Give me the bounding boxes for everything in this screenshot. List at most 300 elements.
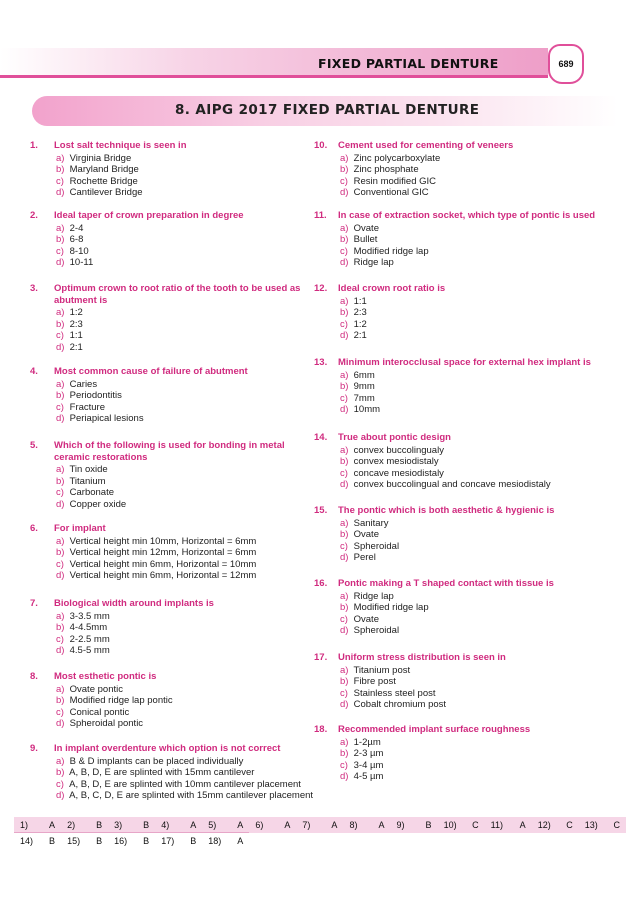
option-item xyxy=(340,665,410,677)
option-item xyxy=(56,342,83,354)
option-item xyxy=(56,767,254,779)
option-item xyxy=(56,187,143,199)
question-number: 11. xyxy=(314,210,327,221)
option-item xyxy=(56,307,83,319)
option-text: 4-4.5mm xyxy=(67,622,108,633)
answer-cell xyxy=(532,817,579,833)
option-letter: a) xyxy=(340,295,349,307)
answer-cell xyxy=(296,833,343,849)
option-text: 3-3.5 mm xyxy=(67,610,110,622)
option-letter: c) xyxy=(56,778,64,790)
option-text: A, B, D, E are splinted with 15mm cantilever xyxy=(67,767,255,778)
question-text: Optimum crown to root ratio of the tooth to be used as xyxy=(54,283,301,294)
option-letter: c) xyxy=(56,487,64,498)
option-text: Virginia Bridge xyxy=(67,152,132,164)
option-letter: a) xyxy=(56,535,65,547)
answer-number: 5) xyxy=(208,819,217,830)
answer-letter: B xyxy=(143,835,150,846)
option-letter: a) xyxy=(340,664,349,676)
option-letter: a) xyxy=(56,152,65,164)
tooth-icon xyxy=(548,44,584,84)
answer-number: 3) xyxy=(114,819,123,830)
option-item xyxy=(56,756,243,768)
question-text: abutment is xyxy=(54,294,108,306)
option-text: 7mm xyxy=(351,392,375,404)
option-item xyxy=(56,622,107,634)
option-text: 1:2 xyxy=(67,307,83,318)
option-item xyxy=(56,319,83,331)
option-letter: c) xyxy=(56,401,64,413)
option-text: Cobalt chromium post xyxy=(351,699,447,710)
option-item xyxy=(340,541,399,553)
option-item xyxy=(56,499,126,511)
option-text: Carbonate xyxy=(67,487,115,498)
answer-number: 14) xyxy=(20,835,34,846)
option-letter: b) xyxy=(56,475,65,487)
option-item xyxy=(340,625,399,637)
option-letter: d) xyxy=(340,257,349,268)
option-letter: c) xyxy=(56,633,64,645)
option-item xyxy=(56,707,129,719)
option-letter: b) xyxy=(56,318,65,330)
question-text: True about pontic design xyxy=(338,432,451,443)
option-text: Vertical height min 12mm, Horizontal = 6mm xyxy=(67,547,257,558)
option-letter: c) xyxy=(340,687,348,699)
option-letter: d) xyxy=(56,257,65,268)
option-item xyxy=(340,602,429,614)
answer-number: 15) xyxy=(67,835,81,846)
option-letter: b) xyxy=(56,547,65,558)
option-text: Spheroidal xyxy=(351,540,400,552)
question-number: 9. xyxy=(30,743,38,754)
question-text: Pontic making a T shaped contact with tissue is xyxy=(338,578,554,589)
option-item xyxy=(56,487,114,499)
question-number: 2. xyxy=(30,210,38,221)
question-number: 17. xyxy=(314,652,328,663)
option-text: Copper oxide xyxy=(67,498,127,510)
option-item xyxy=(340,296,367,308)
option-text: 1:1 xyxy=(351,295,367,307)
option-item xyxy=(56,176,138,188)
option-letter: c) xyxy=(340,175,348,187)
option-letter: d) xyxy=(340,404,349,415)
option-letter: b) xyxy=(340,748,349,759)
option-text: Vertical height min 6mm, Horizontal = 12mm xyxy=(67,570,257,581)
option-letter: a) xyxy=(340,222,349,234)
option-text: Zinc polycarboxylate xyxy=(351,152,441,164)
answer-number: 10) xyxy=(443,819,457,830)
answer-cell xyxy=(391,817,438,833)
option-letter: a) xyxy=(340,369,349,381)
option-item xyxy=(340,518,389,530)
question-number: 15. xyxy=(314,505,328,516)
option-item xyxy=(340,771,383,783)
answer-cell xyxy=(438,817,485,833)
option-text: convex buccolingualy xyxy=(351,444,444,456)
answer-letter: B xyxy=(96,819,103,830)
option-text: 2-3 µm xyxy=(351,748,384,759)
option-letter: c) xyxy=(56,245,64,257)
option-letter: d) xyxy=(340,625,349,636)
answer-cell xyxy=(61,817,108,833)
question-text: Ideal taper of crown preparation in degree xyxy=(54,210,244,221)
option-item xyxy=(56,684,123,696)
answer-letter: C xyxy=(613,819,620,830)
answer-key-table xyxy=(14,817,626,848)
option-text: Spheroidal pontic xyxy=(67,718,144,729)
question-text: In implant overdenture which option is not correct xyxy=(54,743,281,754)
option-text: convex mesiodistaly xyxy=(351,456,439,467)
option-text: Cantilever Bridge xyxy=(67,187,143,198)
question-number: 5. xyxy=(30,440,38,451)
option-item xyxy=(56,390,122,402)
option-item xyxy=(340,529,379,541)
option-text: convex buccolingual and concave mesiodistaly xyxy=(351,479,551,490)
option-letter: b) xyxy=(340,529,349,540)
option-text: 8-10 xyxy=(67,245,89,257)
option-text: 2:1 xyxy=(351,330,367,341)
option-item xyxy=(340,246,429,258)
answer-row xyxy=(14,817,626,833)
question-text: Which of the following is used for bonding in metal xyxy=(54,440,285,451)
option-text: Fracture xyxy=(67,401,106,413)
option-text: 2-2.5 mm xyxy=(67,633,110,645)
answer-number: 13) xyxy=(584,819,598,830)
option-letter: a) xyxy=(340,590,349,602)
answer-cell xyxy=(485,817,532,833)
answer-letter: B xyxy=(96,835,103,846)
answer-cell xyxy=(579,833,626,849)
question-text: Cement used for cementing of veneers xyxy=(338,140,514,151)
option-text: Ovate xyxy=(351,613,379,625)
option-letter: d) xyxy=(340,771,349,782)
option-letter: b) xyxy=(340,456,349,467)
option-text: 2-4 xyxy=(67,222,84,234)
answer-number: 8) xyxy=(349,819,358,830)
question-number: 10. xyxy=(314,140,328,151)
option-text: 10mm xyxy=(351,404,381,415)
question-number: 12. xyxy=(314,283,328,294)
answer-letter: A xyxy=(331,819,338,830)
option-text: Titanium xyxy=(67,475,106,487)
option-letter: d) xyxy=(340,479,349,490)
option-item xyxy=(340,319,367,331)
option-item xyxy=(340,552,376,564)
option-item xyxy=(56,464,108,476)
option-item xyxy=(340,676,396,688)
option-item xyxy=(56,559,256,571)
option-letter: b) xyxy=(340,676,349,687)
option-text: 1:1 xyxy=(67,330,83,341)
option-letter: b) xyxy=(340,234,349,245)
option-letter: a) xyxy=(340,517,349,529)
option-item xyxy=(340,760,383,772)
option-letter: c) xyxy=(340,318,348,330)
option-text: 2:1 xyxy=(67,341,83,353)
option-text: Zinc phosphate xyxy=(351,164,419,175)
option-item xyxy=(56,718,143,730)
option-letter: d) xyxy=(56,790,65,801)
question-text: Most esthetic pontic is xyxy=(54,671,157,682)
option-letter: a) xyxy=(56,307,65,318)
option-letter: d) xyxy=(340,330,349,341)
option-letter: c) xyxy=(56,558,64,570)
option-item xyxy=(56,402,105,414)
option-letter: a) xyxy=(56,683,65,695)
option-letter: c) xyxy=(56,706,64,718)
option-text: Caries xyxy=(67,378,98,390)
option-text: Tin oxide xyxy=(67,464,108,475)
option-text: 4-5 µm xyxy=(351,771,384,782)
option-item xyxy=(340,153,440,165)
option-item xyxy=(340,699,446,711)
option-letter: d) xyxy=(56,645,65,656)
option-text: 1:2 xyxy=(351,318,367,330)
option-letter: a) xyxy=(56,610,65,622)
answer-cell xyxy=(249,817,296,833)
option-letter: c) xyxy=(340,613,348,625)
option-text: 6mm xyxy=(351,369,375,381)
question-text: Minimum interocclusal space for external hex implant is xyxy=(338,357,591,368)
question-number: 6. xyxy=(30,523,38,534)
option-text: 1-2µm xyxy=(351,736,381,748)
answer-cell xyxy=(155,833,202,849)
option-letter: a) xyxy=(340,736,349,748)
answer-letter: B xyxy=(425,819,432,830)
option-text: Sanitary xyxy=(351,517,389,529)
option-item xyxy=(56,695,173,707)
option-letter: c) xyxy=(340,540,348,552)
question-number: 16. xyxy=(314,578,328,589)
answer-letter: B xyxy=(49,835,56,846)
option-letter: d) xyxy=(56,570,65,581)
answer-cell xyxy=(438,833,485,849)
answer-cell xyxy=(14,833,61,849)
option-item xyxy=(56,779,301,791)
option-letter: d) xyxy=(340,699,349,710)
option-text: Ovate xyxy=(351,529,379,540)
option-item xyxy=(56,645,110,657)
option-letter: d) xyxy=(340,552,349,563)
answer-cell xyxy=(108,833,155,849)
option-item xyxy=(340,591,394,603)
option-letter: b) xyxy=(56,390,65,401)
answer-cell xyxy=(343,833,390,849)
answer-cell xyxy=(155,817,202,833)
option-item xyxy=(340,187,429,199)
answer-cell xyxy=(14,817,61,833)
option-text: concave mesiodistaly xyxy=(351,467,444,479)
option-item xyxy=(340,445,444,457)
option-item xyxy=(56,234,83,246)
option-text: 10-11 xyxy=(67,257,94,268)
option-letter: c) xyxy=(340,467,348,479)
answer-letter: B xyxy=(190,835,197,846)
option-item xyxy=(56,153,131,165)
option-item xyxy=(56,223,83,235)
option-item xyxy=(340,381,375,393)
option-letter: b) xyxy=(340,307,349,318)
option-item xyxy=(340,330,367,342)
answer-row xyxy=(14,833,626,849)
question-number: 14. xyxy=(314,432,328,443)
answer-letter: A xyxy=(378,819,385,830)
option-item xyxy=(340,164,419,176)
question-text: Uniform stress distribution is seen in xyxy=(338,652,506,663)
option-item xyxy=(56,379,97,391)
option-item xyxy=(340,748,383,760)
option-letter: d) xyxy=(56,498,65,510)
answer-letter: C xyxy=(472,819,479,830)
option-letter: b) xyxy=(56,767,65,778)
option-text: 2:3 xyxy=(67,318,83,330)
answer-letter: A xyxy=(284,819,291,830)
answer-letter: A xyxy=(49,819,56,830)
question-number: 8. xyxy=(30,671,38,682)
option-text: Stainless steel post xyxy=(351,687,436,699)
answer-number: 4) xyxy=(161,819,170,830)
option-text: Modified ridge lap xyxy=(351,602,429,613)
option-text: 6-8 xyxy=(67,234,84,245)
option-letter: d) xyxy=(340,187,349,198)
option-text: 2:3 xyxy=(351,307,367,318)
question-number: 18. xyxy=(314,724,328,735)
option-letter: b) xyxy=(56,164,65,175)
option-letter: a) xyxy=(56,222,65,234)
option-item xyxy=(340,370,375,382)
option-item xyxy=(56,330,83,342)
question-text: Recommended implant surface roughness xyxy=(338,724,531,735)
option-text: Resin modified GIC xyxy=(351,175,437,187)
option-text: Perel xyxy=(351,552,376,563)
option-item xyxy=(340,307,367,319)
running-header-title: FIXED PARTIAL DENTURE xyxy=(318,56,499,71)
option-letter: d) xyxy=(56,718,65,729)
option-item xyxy=(340,468,444,480)
answer-cell xyxy=(202,817,249,833)
option-item xyxy=(340,456,439,468)
answer-number: 6) xyxy=(255,819,264,830)
answer-number: 9) xyxy=(396,819,405,830)
option-letter: d) xyxy=(56,341,65,353)
option-item xyxy=(56,570,256,582)
answer-number: 18) xyxy=(208,835,222,846)
page-number: 689 xyxy=(558,59,574,69)
option-text: Fibre post xyxy=(351,676,396,687)
option-item xyxy=(340,688,436,700)
option-item xyxy=(340,614,379,626)
answer-number: 11) xyxy=(490,819,503,830)
question-text: The pontic which is both aesthetic & hygienic is xyxy=(338,505,555,516)
option-text: Periodontitis xyxy=(67,390,122,401)
option-item xyxy=(340,257,394,269)
option-text: Modified ridge lap pontic xyxy=(67,695,173,706)
answer-cell xyxy=(485,833,532,849)
option-text: Bullet xyxy=(351,234,378,245)
option-text: Ovate pontic xyxy=(67,683,123,695)
option-text: Vertical height min 10mm, Horizontal = 6mm xyxy=(67,535,257,547)
option-item xyxy=(56,246,89,258)
option-letter: a) xyxy=(56,464,65,475)
answer-number: 7) xyxy=(302,819,311,830)
option-text: 4.5-5 mm xyxy=(67,645,110,656)
option-item xyxy=(56,413,144,425)
option-letter: b) xyxy=(56,695,65,706)
option-letter: b) xyxy=(340,602,349,613)
option-item xyxy=(56,164,139,176)
option-item xyxy=(56,476,106,488)
option-text: Ovate xyxy=(351,222,379,234)
question-text: Ideal crown root ratio is xyxy=(338,283,446,294)
option-text: B & D implants can be placed individually xyxy=(67,755,244,767)
option-letter: d) xyxy=(56,413,65,424)
question-text: Biological width around implants is xyxy=(54,598,214,609)
option-letter: b) xyxy=(340,164,349,175)
question-text: Lost salt technique is seen in xyxy=(54,140,187,151)
option-item xyxy=(340,223,379,235)
option-text: Ridge lap xyxy=(351,257,394,268)
option-letter: c) xyxy=(56,175,64,187)
answer-number: 16) xyxy=(114,835,128,846)
option-item xyxy=(340,234,377,246)
question-number: 7. xyxy=(30,598,38,609)
answer-number: 17) xyxy=(161,835,175,846)
option-item xyxy=(340,737,381,749)
question-number: 1. xyxy=(30,140,38,151)
option-letter: a) xyxy=(340,444,349,456)
answer-letter: A xyxy=(237,819,244,830)
option-item xyxy=(56,634,110,646)
option-item xyxy=(340,404,380,416)
option-letter: b) xyxy=(340,381,349,392)
option-text: A, B, C, D, E are splinted with 15mm cantilever placement xyxy=(67,790,314,801)
answer-letter: C xyxy=(566,819,573,830)
question-text: For implant xyxy=(54,523,106,534)
option-text: Modified ridge lap xyxy=(351,245,429,257)
option-item xyxy=(56,790,313,802)
option-item xyxy=(56,547,256,559)
option-text: Spheroidal xyxy=(351,625,400,636)
option-text: 3-4 µm xyxy=(351,759,384,771)
answer-cell xyxy=(343,817,390,833)
option-letter: d) xyxy=(56,187,65,198)
option-text: Rochette Bridge xyxy=(67,175,138,187)
question-text: ceramic restorations xyxy=(54,451,148,463)
option-item xyxy=(340,393,375,405)
question-number: 13. xyxy=(314,357,328,368)
answer-number: 2) xyxy=(67,819,76,830)
question-text: In case of extraction socket, which type of pontic is used xyxy=(338,210,596,221)
answer-cell xyxy=(249,833,296,849)
option-item xyxy=(340,479,551,491)
option-letter: a) xyxy=(56,378,65,390)
option-text: 9mm xyxy=(351,381,375,392)
answer-number: 1) xyxy=(20,819,29,830)
option-text: A, B, D, E are splinted with 10mm cantilever placement xyxy=(67,778,301,790)
option-letter: c) xyxy=(340,245,348,257)
answer-letter: A xyxy=(237,835,244,846)
option-text: Conventional GIC xyxy=(351,187,429,198)
option-text: Ridge lap xyxy=(351,590,394,602)
option-letter: a) xyxy=(56,755,65,767)
option-text: Titanium post xyxy=(351,664,411,676)
option-text: Vertical height min 6mm, Horizontal = 10mm xyxy=(67,558,257,570)
answer-letter: A xyxy=(519,819,526,830)
option-text: Maryland Bridge xyxy=(67,164,139,175)
answer-cell xyxy=(108,817,155,833)
answer-cell xyxy=(61,833,108,849)
option-letter: c) xyxy=(340,759,348,771)
